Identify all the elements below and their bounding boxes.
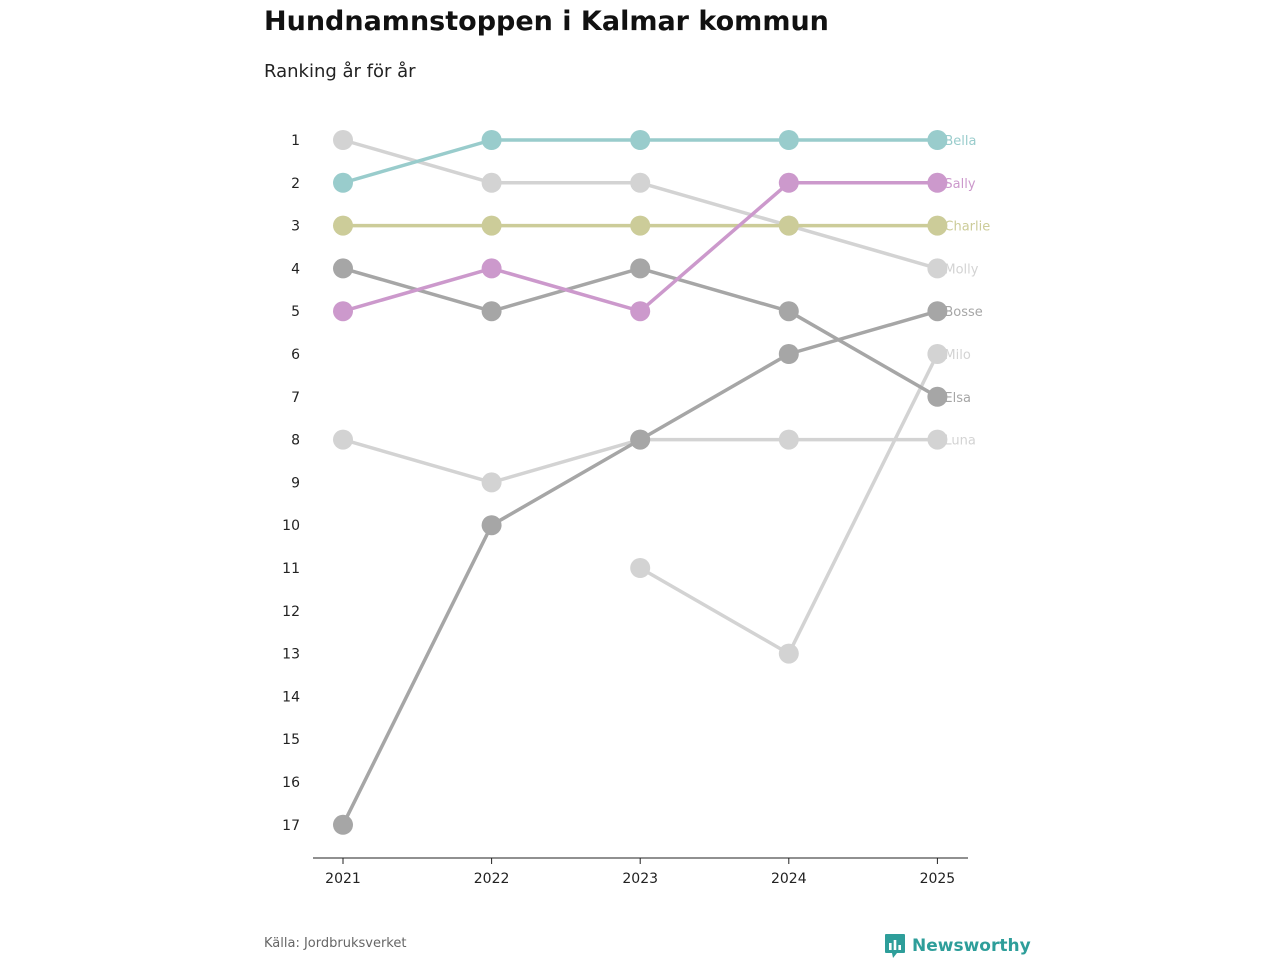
point-luna-2022 — [482, 472, 502, 492]
y-tick-label-10: 10 — [282, 518, 300, 535]
series-line-molly — [343, 140, 937, 268]
y-tick-label-16: 16 — [282, 775, 300, 791]
series-elsa — [333, 258, 947, 406]
point-bosse-2022 — [482, 515, 502, 535]
point-molly-2022 — [482, 173, 502, 193]
end-label-bosse: Bosse — [944, 305, 983, 321]
point-charlie-2024 — [779, 216, 799, 236]
point-charlie-2021 — [333, 216, 353, 236]
point-sally-2023 — [630, 301, 650, 321]
brand-logo — [884, 932, 1031, 960]
point-bosse-2023 — [630, 430, 650, 450]
y-axis — [282, 133, 300, 834]
y-tick-label-5: 5 — [291, 304, 300, 321]
point-bella-2023 — [630, 130, 650, 150]
point-luna-2021 — [333, 430, 353, 450]
y-tick-label-2: 2 — [291, 175, 300, 192]
newsworthy-logo-icon — [884, 933, 906, 959]
y-tick-label-13: 13 — [282, 646, 300, 663]
x-axis — [313, 858, 968, 887]
point-elsa-2022 — [482, 301, 502, 321]
point-luna-2024 — [779, 430, 799, 450]
y-tick-label-6: 6 — [291, 347, 300, 363]
end-label-molly: Molly — [944, 262, 979, 278]
x-tick-label-2025: 2025 — [919, 871, 956, 887]
x-tick-label-2023: 2023 — [622, 871, 659, 887]
series-layer — [333, 130, 947, 835]
point-milo-2023 — [630, 558, 650, 578]
y-tick-label-3: 3 — [291, 218, 300, 235]
x-tick-label-2021: 2021 — [325, 871, 361, 887]
point-molly-2023 — [630, 173, 650, 193]
end-labels — [944, 134, 990, 449]
x-tick-label-2024: 2024 — [770, 871, 807, 887]
point-elsa-2023 — [630, 258, 650, 278]
end-label-bella: Bella — [944, 134, 977, 149]
y-tick-label-7: 7 — [291, 389, 300, 406]
series-sally — [333, 173, 947, 321]
end-label-milo: Milo — [944, 348, 971, 363]
y-tick-label-12: 12 — [282, 603, 300, 620]
point-elsa-2021 — [333, 258, 353, 278]
y-tick-label-11: 11 — [282, 561, 300, 577]
y-tick-label-4: 4 — [291, 261, 300, 278]
series-molly — [333, 130, 947, 278]
point-sally-2024 — [779, 173, 799, 193]
y-tick-label-9: 9 — [291, 475, 300, 492]
end-label-luna: Luna — [944, 433, 976, 449]
source-note: Källa: Jordbruksverket — [264, 936, 407, 951]
brand-name: Newsworthy — [912, 936, 1031, 956]
y-tick-label-14: 14 — [282, 689, 300, 706]
end-label-charlie: Charlie — [944, 219, 991, 235]
point-bosse-2021 — [333, 815, 353, 835]
point-bosse-2024 — [779, 344, 799, 364]
chart-title: Hundnamnstoppen i Kalmar kommun — [264, 6, 829, 37]
x-tick-label-2022: 2022 — [473, 871, 510, 887]
point-sally-2021 — [333, 301, 353, 321]
y-tick-label-17: 17 — [282, 817, 300, 834]
end-label-sally: Sally — [944, 176, 976, 192]
point-charlie-2022 — [482, 216, 502, 236]
point-bella-2022 — [482, 130, 502, 150]
chart-subtitle: Ranking år för år — [264, 61, 416, 82]
series-line-elsa — [343, 268, 937, 396]
point-bella-2021 — [333, 173, 353, 193]
point-charlie-2023 — [630, 216, 650, 236]
series-milo — [630, 344, 947, 664]
y-tick-label-15: 15 — [282, 732, 300, 749]
series-charlie — [333, 216, 947, 236]
point-sally-2022 — [482, 258, 502, 278]
series-line-milo — [640, 354, 937, 654]
y-tick-label-8: 8 — [291, 432, 300, 449]
series-line-sally — [343, 183, 937, 311]
y-tick-label-1: 1 — [291, 133, 300, 149]
point-elsa-2024 — [779, 301, 799, 321]
point-milo-2024 — [779, 644, 799, 664]
point-bella-2024 — [779, 130, 799, 150]
end-label-elsa: Elsa — [944, 390, 971, 406]
point-molly-2021 — [333, 130, 353, 150]
